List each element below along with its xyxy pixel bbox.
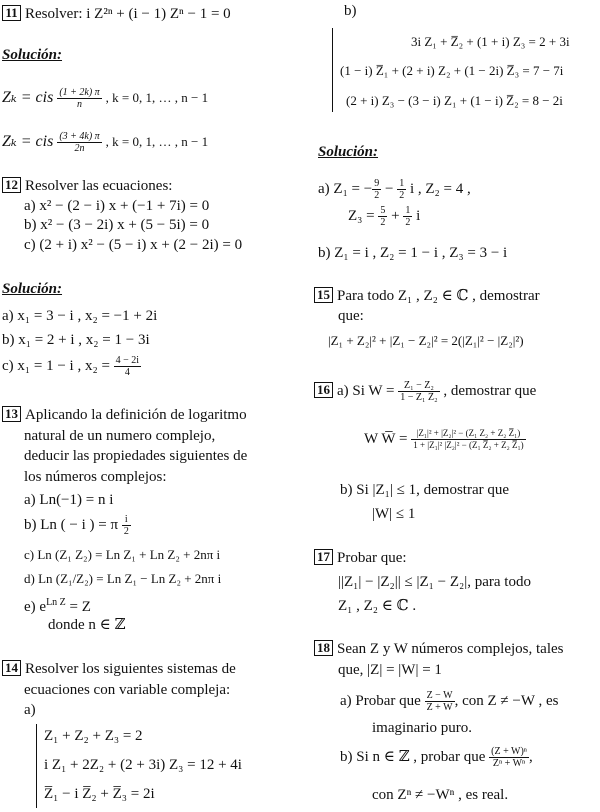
problem-number: 13	[2, 406, 21, 422]
solution-text: i	[416, 207, 421, 224]
system-equation: (2 + i) Z₃ − (3 − i) Z₁ + (1 − i) Z̅₂ = 8 − 2i	[346, 93, 563, 108]
system-equation: i Z₁ + 2Z₂ + (2 + 3i) Z₃ = 12 + 4i	[44, 757, 242, 773]
problem-text: con Zⁿ ≠ −Wⁿ , es real.	[372, 787, 509, 803]
fraction	[398, 380, 439, 403]
property-item: d) Ln (Z₁/Z₂) = Ln Z₁ − Ln Z₂ + 2nπ i	[24, 571, 222, 586]
solution-lhs: Zₖ = cis	[2, 133, 54, 151]
problem-16	[314, 380, 536, 403]
problem-text: b) Si n ∈ ℤ , probar que	[340, 748, 486, 765]
fraction-denominator: 2	[380, 217, 386, 228]
fraction-numerator: 1	[405, 205, 411, 216]
solution-line	[318, 178, 471, 201]
solution-range: , k = 0, 1, … , n − 1	[105, 134, 209, 150]
problem-text: deducir las propiedades siguientes de	[24, 448, 248, 464]
problem-text: a) Probar que	[340, 692, 421, 709]
property-item	[24, 514, 131, 537]
fraction	[57, 87, 101, 110]
fraction	[372, 178, 381, 201]
problem-text: Z₁ , Z₂ ∈ ℂ .	[338, 598, 417, 614]
problem-equation	[364, 428, 526, 451]
fraction-numerator: Z − W	[426, 690, 453, 701]
solution-line	[2, 131, 208, 154]
solution-heading	[2, 46, 62, 64]
problem-text: los números complejos:	[24, 469, 167, 485]
solution-line	[2, 355, 141, 378]
solution-label: Solución:	[318, 144, 379, 160]
problem-text: natural de un numero complejo,	[24, 428, 216, 444]
problem-14	[2, 660, 236, 678]
solution-label: Solución:	[2, 47, 63, 63]
problem-text: Sean Z y W números complejos, tales	[337, 641, 564, 657]
system-equation: Z₁ + Z₂ + Z₃ = 2	[44, 728, 143, 744]
property-item	[24, 594, 91, 616]
problem-text: Resolver los siguientes sistemas de	[25, 661, 236, 677]
problem-number: 16	[314, 382, 333, 398]
problem-text: que, |Z| = |W| = 1	[338, 662, 442, 678]
fraction-denominator: 1 + |Z₁|² |Z₂|² − (Z₁ Z̅₂ + Z₂ Z̅₁)	[413, 440, 524, 450]
problem-text: ecuaciones con variable compleja:	[24, 682, 231, 698]
system-brace	[332, 28, 333, 112]
problem-number: 11	[2, 5, 21, 21]
problem-number: 18	[314, 640, 333, 656]
problem-13	[2, 406, 247, 424]
fraction-numerator: Z₁ − Z₂	[398, 380, 439, 392]
property-note: donde n ∈ ℤ	[48, 617, 126, 633]
fraction	[425, 690, 455, 713]
equation-lhs: W W̅ =	[364, 430, 408, 447]
fraction-numerator: i	[122, 514, 131, 526]
fraction-numerator: |Z₁|² + |Z₂|² − (Z₁ Z₂ + Z₂ Z̅₁)	[411, 428, 525, 440]
item-label: b)	[344, 3, 357, 19]
fraction	[122, 514, 131, 537]
fraction-denominator: 2	[405, 217, 411, 228]
solution-line	[348, 205, 420, 228]
problem-item: b) Si |Z₁| ≤ 1, demostrar que	[340, 482, 510, 498]
problem-item: |W| ≤ 1	[372, 506, 416, 522]
problem-12	[2, 177, 172, 195]
solution-label: Solución:	[2, 281, 63, 297]
problem-text: Probar que:	[337, 550, 407, 566]
problem-number: 17	[314, 549, 333, 565]
problem-number: 12	[2, 177, 21, 193]
problem-equation: |Z₁ + Z₂|² + |Z₁ − Z₂|² = 2(|Z₁|² − |Z₂|²)	[328, 333, 524, 348]
solution-line	[2, 87, 208, 110]
fraction-numerator: 5	[380, 205, 386, 216]
fraction	[489, 746, 529, 769]
solution-text: i , Z₂ = 4 ,	[409, 180, 471, 197]
problem-text: Resolver: i Z²ⁿ + (i − 1) Zⁿ − 1 = 0	[25, 6, 231, 22]
fraction-numerator: (1 + 2k) π	[59, 87, 100, 98]
solution-text: Z₃ =	[348, 207, 375, 224]
solution-text: c) x₁ = 1 − i , x₂ =	[2, 357, 110, 374]
fraction-denominator: Zⁿ + Wⁿ	[492, 758, 526, 769]
fraction-numerator: (Z + W)ⁿ	[491, 746, 527, 757]
property-item: a) Ln(−1) = n i	[24, 492, 114, 508]
fraction-denominator: n	[76, 99, 82, 110]
fraction-numerator: 4 − 2i	[115, 355, 140, 366]
problem-text: ,	[528, 748, 533, 765]
solution-text: a) Z₁ = −	[318, 180, 373, 197]
fraction-denominator: 2	[123, 526, 129, 537]
property-item: c) Ln (Z₁ Z₂) = Ln Z₁ + Ln Z₂ + 2nπ i	[24, 547, 221, 562]
solution-lhs: Zₖ = cis	[2, 89, 54, 107]
problem-text: Para todo Z₁ , Z₂ ∈ ℂ , demostrar	[337, 288, 540, 304]
item-label: a)	[24, 702, 36, 718]
problem-15	[314, 287, 540, 305]
solution-text: +	[391, 207, 400, 224]
problem-item	[340, 746, 533, 769]
fraction	[114, 355, 141, 378]
system-equation: 3i Z₁ + Z̅₂ + (1 + i) Z₃ = 2 + 3i	[411, 34, 570, 49]
fraction-denominator: Z + W	[426, 702, 453, 713]
problem-11	[2, 5, 231, 23]
superscript: Ln Z	[46, 597, 66, 608]
property-text: b) Ln ( − i ) = π	[24, 516, 119, 533]
equation-item: b) x² − (3 − 2i) x + (5 − 5i) = 0	[24, 217, 210, 233]
problem-text: Resolver las ecuaciones:	[25, 178, 173, 194]
solution-range: , k = 0, 1, … , n − 1	[105, 90, 209, 106]
problem-number: 14	[2, 660, 21, 676]
problem-item	[340, 690, 558, 713]
fraction-numerator: 1	[399, 178, 405, 189]
property-text: e) e	[24, 599, 47, 615]
solution-heading	[318, 143, 378, 161]
fraction-denominator: 2n	[74, 143, 85, 154]
fraction-denominator: 2	[374, 190, 380, 201]
solution-heading	[2, 280, 62, 298]
solution-line: b) Z₁ = i , Z₂ = 1 − i , Z₃ = 3 − i	[318, 245, 508, 261]
fraction	[411, 428, 525, 451]
problem-text: , demostrar que	[443, 382, 537, 399]
fraction	[57, 131, 101, 154]
fraction-denominator: 4	[124, 367, 130, 378]
problem-17	[314, 549, 407, 567]
system-equation: (1 − i) Z̅₁ + (2 + i) Z₂ + (1 − 2i) Z̅₃ = 7 − 7i	[340, 63, 564, 78]
fraction-numerator: (3 + 4k) π	[59, 131, 100, 142]
equation-item: c) (2 + i) x² − (5 − i) x + (2 − 2i) = 0	[24, 237, 243, 253]
equation-item: a) x² − (2 − i) x + (−1 + 7i) = 0	[24, 198, 210, 214]
solution-text: −	[384, 180, 394, 197]
problem-text: Aplicando la definición de logaritmo	[25, 407, 247, 423]
system-equation: Z̅₁ − i Z̅₂ + Z̅₃ = 2i	[44, 786, 155, 802]
solution-line: a) x₁ = 3 − i , x₂ = −1 + 2i	[2, 308, 158, 324]
solution-line: b) x₁ = 2 + i , x₂ = 1 − 3i	[2, 332, 150, 348]
fraction-numerator: 9	[374, 178, 380, 189]
fraction	[378, 205, 387, 228]
fraction-denominator: 2	[399, 190, 405, 201]
problem-text: ||Z₁| − |Z₂|| ≤ |Z₁ − Z₂|, para todo	[338, 574, 531, 590]
problem-number: 15	[314, 287, 333, 303]
problem-18	[314, 640, 564, 658]
problem-text: imaginario puro.	[372, 720, 472, 736]
fraction-denominator: 1 − Z₁ Z̅₂	[400, 392, 438, 403]
problem-text: que:	[338, 308, 364, 324]
fraction	[403, 205, 412, 228]
fraction	[397, 178, 406, 201]
property-text: = Z	[65, 599, 91, 615]
problem-text: a) Si W =	[337, 382, 395, 399]
system-brace	[36, 724, 37, 808]
problem-text: , con Z ≠ −W , es	[454, 692, 559, 709]
